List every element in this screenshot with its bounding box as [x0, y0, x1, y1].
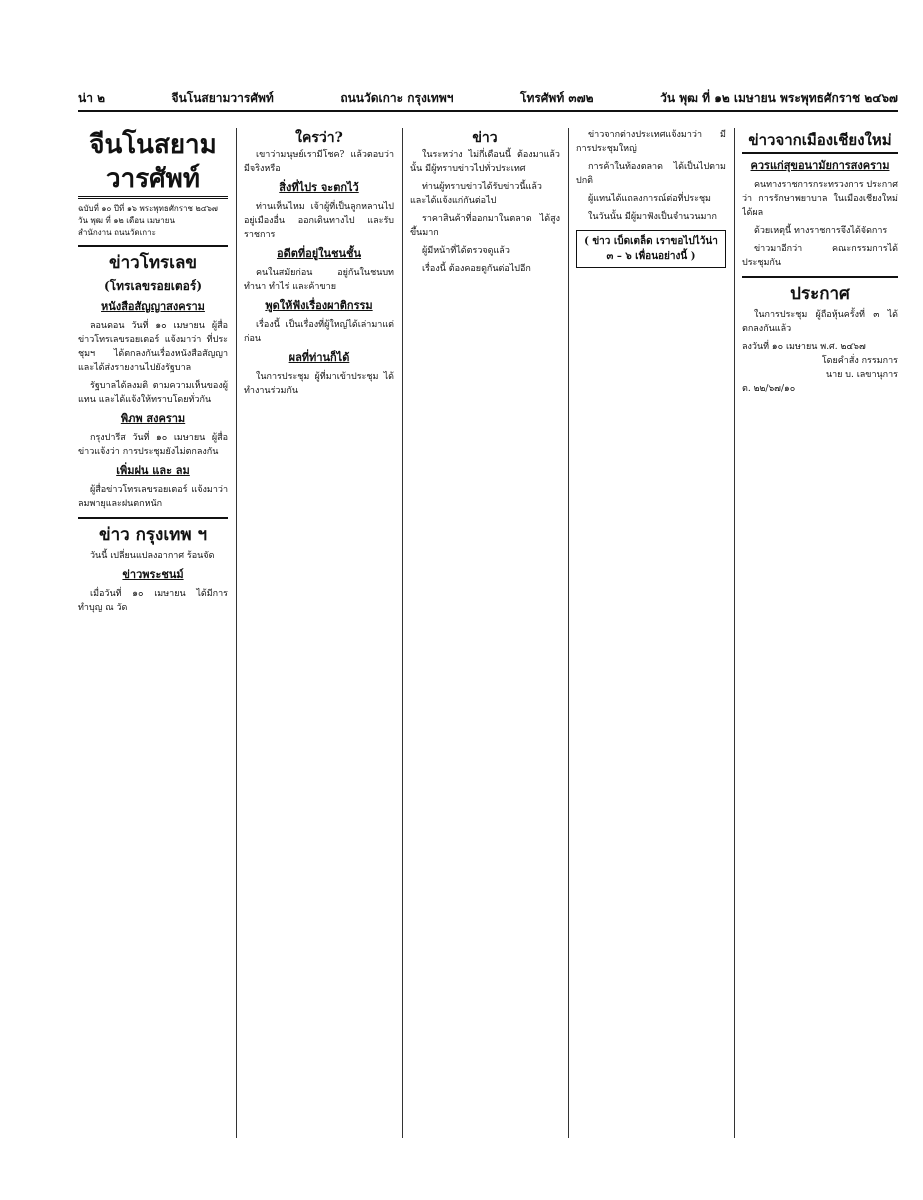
- section-heading: อดีตที่อยู่ในชนชั้น: [276, 247, 362, 260]
- article-text: คนทางราชการกระทรวงการ ประกาศว่า การรักษาพยาบาล ในเมืองเชียงใหม่ ได้ผล: [742, 180, 898, 218]
- article-text: ผู้แทนได้แถลงการณ์ต่อที่ประชุม: [588, 194, 711, 204]
- article-title: ข่าว: [472, 130, 498, 146]
- article-text: ผู้สื่อข่าวโทรเลขรอยเตอร์ แจ้งมาว่า ลมพายุและฝนตกหนัก: [78, 485, 228, 509]
- section-heading: ผลที่ท่านก็ได้: [288, 351, 350, 364]
- article-text: ในวันนั้น มีผู้มาฟังเป็นจำนวนมาก: [588, 212, 717, 222]
- article-text: คนในสมัยก่อน อยู่กันในชนบท ทำนา ทำไร่ และค้าขาย: [244, 268, 394, 292]
- column-rule: [402, 128, 403, 1138]
- article-text: ด้วยเหตุนี้ ทางราชการจึงได้จัดการ: [754, 226, 888, 236]
- article-text: ผู้มีหน้าที่ได้ตรวจดูแล้ว: [422, 246, 510, 256]
- article-text: ในการประชุม ผู้ที่มาเข้าประชุม ได้ทำงานร่วมกัน: [244, 372, 394, 396]
- announcement-text: ในการประชุม ผู้ถือหุ้นครั้งที่ ๓ ได้ตกลงกันแล้ว: [742, 310, 898, 334]
- page-number: น่า ๒: [78, 91, 106, 105]
- column-rule: [734, 128, 735, 1138]
- article-text: ข่าวจากต่างประเทศแจ้งมาว่า มีการประชุมใหญ่: [576, 130, 726, 154]
- article-text: ในระหว่าง ไม่กี่เดือนนี้ ต้องมาแล้วนั้น มีผู้ทราบข่าวไปทั่วประเทศ: [410, 150, 560, 174]
- masthead-line-2: วัน พุฒ ที่ ๑๒ เดือน เมษายน: [78, 216, 175, 225]
- article-text: กรุงปารีส วันที่ ๑๐ เมษายน ผู้สื่อข่าวแจ้งว่า การประชุมยังไม่ตกลงกัน: [78, 433, 228, 457]
- column-2: [244, 128, 394, 1138]
- article-text: ท่านผู้ทราบข่าวได้รับข่าวนี้แล้ว และได้แจ้งแก่กันต่อไป: [410, 182, 542, 206]
- masthead-line-1: ฉบับที่ ๑๐ ปีที่ ๑๖ พระพุทธศักราช ๒๔๖๗: [78, 204, 218, 213]
- section-title: ข่าว กรุงเทพ ฯ: [98, 525, 208, 545]
- article-text: เขาว่ามนุษย์เรามีโชค? แล้วตอบว่า มีจริงหรือ: [244, 150, 394, 174]
- paper-location: ถนนวัดเกาะ กรุงเทพฯ: [340, 91, 454, 105]
- article-text: ข่าวมาอีกว่า คณะกรรมการได้ประชุมกัน: [742, 244, 898, 268]
- announcement-date: ลงวันที่ ๑๐ เมษายน พ.ศ. ๒๔๖๗: [742, 342, 866, 352]
- column-rule: [568, 128, 569, 1138]
- column-1: [78, 128, 228, 1138]
- article-text: ลอนดอน วันที่ ๑๐ เมษายน ผู้สื่อข่าวโทรเลขรอยเตอร์ แจ้งมาว่า ที่ประชุมฯ ได้ตกลงกันเรื่องหนังสือสัญญา และได้ส่งรายงานไปยังรัฐบาล: [78, 321, 228, 373]
- boxed-note: ( ข่าว เบ็ดเตล็ด เราขอไปไว้น่า ๓ – ๖ เพื่อนอย่างนี้ ): [576, 230, 726, 268]
- masthead: จีนโนสยามวารศัพท์: [78, 128, 228, 199]
- issue-date: วัน พุฒ ที่ ๑๒ เมษายน พระพุทธศักราช ๒๔๖๗: [660, 91, 898, 105]
- article-text: เมื่อวันที่ ๑๐ เมษายน ได้มีการทำบุญ ณ วัด: [78, 589, 228, 613]
- page-header: [78, 88, 898, 112]
- paper-name: จีนโนสยามวารศัพท์: [171, 91, 274, 105]
- article-text: วันนี้ เปลี่ยนแปลงอากาศ ร้อนจัด: [90, 551, 215, 561]
- article-title: พิภพ สงคราม: [120, 412, 186, 425]
- article-subtitle: ควรแก่สุขอนามัยการสงคราม: [750, 159, 890, 172]
- newspaper-page: [78, 88, 898, 1148]
- divider: [78, 245, 228, 247]
- section-heading: พูดให้ฟังเรื่องผาติกรรม: [265, 299, 373, 312]
- column-5: [742, 128, 898, 1138]
- article-text: ราคาสินค้าที่ออกมาในตลาด ได้สูงขึ้นมาก: [410, 214, 560, 238]
- announcement-title: ประกาศ: [790, 284, 850, 304]
- article-text: ท่านเห็นไหม เจ้าผู้ที่เป็นลูกหลานไปอยู่เมืองอื่น ออกเดินทางไป และรับราชการ: [244, 202, 394, 240]
- column-4: [576, 128, 726, 1138]
- divider: [742, 276, 898, 278]
- column-3: [410, 128, 560, 1138]
- article-text: รัฐบาลได้ลงมติ ตามความเห็นของผู้แทน และได้แจ้งให้ทราบโดยทั่วกัน: [78, 381, 228, 405]
- article-text: การค้าในท้องตลาด ได้เป็นไปตามปกติ: [576, 162, 726, 186]
- article-title: ใครว่า?: [295, 130, 343, 146]
- paper-phone: โทรศัพท์ ๓๗๒: [520, 91, 594, 105]
- masthead-line-3: สำนักงาน ถนนวัดเกาะ: [78, 228, 156, 237]
- column-rule: [236, 128, 237, 1138]
- section-subtitle: (โทรเลขรอยเตอร์): [103, 279, 203, 293]
- article-text: เรื่องนี้ เป็นเรื่องที่ผู้ใหญ่ได้เล่ามาแต่ก่อน: [244, 320, 394, 344]
- signature-name: นาย บ. เลขานุการ: [825, 370, 898, 380]
- article-title: ข่าวพระชนม์: [122, 568, 184, 581]
- section-heading: สิ่งที่ไปร จะตกไว้: [279, 181, 359, 194]
- reference-number: ต. ๒๒/๖๗/๑๐: [742, 384, 796, 394]
- divider: [78, 517, 228, 519]
- article-title: หนังสือสัญญาสงคราม: [101, 300, 205, 313]
- section-title: ข่าวโทรเลข: [108, 253, 198, 273]
- article-title: ข่าวจากเมืองเชียงใหม่: [742, 128, 898, 154]
- article-title: เพิ่มฝน และ ลม: [116, 464, 190, 477]
- article-text: เรื่องนี้ ต้องคอยดูกันต่อไปอีก: [422, 264, 531, 274]
- signature-line: โดยคำสั่ง กรรมการ: [821, 356, 898, 366]
